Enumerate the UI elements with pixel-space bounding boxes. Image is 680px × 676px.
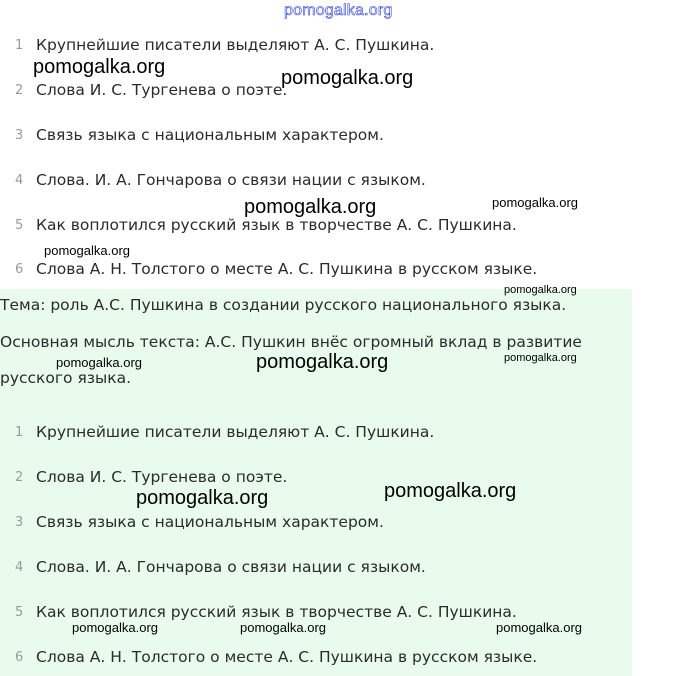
watermark: pomogalka.org	[492, 195, 578, 210]
watermark: pomogalka.org	[44, 243, 130, 258]
item-text: Как воплотился русский язык в творчестве А. С. Пушкина.	[36, 603, 517, 621]
item-number: 5	[15, 605, 24, 620]
site-logo[interactable]: pomogalka.org	[284, 2, 393, 19]
item-number: 6	[15, 650, 24, 665]
theme-text: Тема: роль А.С. Пушкина в создании русского национального языка.	[0, 296, 567, 314]
item-number: 5	[15, 218, 24, 233]
list-item	[0, 558, 640, 582]
watermark: pomogalka.org	[136, 487, 269, 509]
item-number: 1	[15, 425, 24, 440]
item-text: Слова И. С. Тургенева о поэте.	[36, 81, 288, 99]
item-number: 2	[15, 470, 24, 485]
item-text: Крупнейшие писатели выделяют А. С. Пушкина.	[36, 36, 435, 54]
item-number: 6	[15, 262, 24, 277]
item-number: 4	[15, 560, 24, 575]
list-item	[0, 260, 640, 284]
watermark: pomogalka.org	[281, 67, 414, 89]
list-item	[0, 648, 640, 672]
watermark: pomogalka.org	[504, 284, 577, 296]
item-number: 2	[15, 83, 24, 98]
watermark: pomogalka.org	[256, 351, 389, 373]
item-text: Слова. И. А. Гончарова о связи нации с языком.	[36, 558, 426, 576]
answer-block	[0, 289, 632, 676]
item-text: Крупнейшие писатели выделяют А. С. Пушкина.	[36, 423, 435, 441]
item-text: Слова А. Н. Толстого о месте А. С. Пушкина в русском языке.	[36, 648, 538, 666]
item-text: Слова А. Н. Толстого о месте А. С. Пушкина в русском языке.	[36, 260, 538, 278]
watermark: pomogalka.org	[504, 352, 577, 364]
item-text: Связь языка с национальным характером.	[36, 126, 384, 144]
item-number: 3	[15, 128, 24, 143]
watermark: pomogalka.org	[72, 620, 158, 635]
item-number: 1	[15, 38, 24, 53]
watermark: pomogalka.org	[33, 56, 166, 78]
list-item	[0, 126, 640, 150]
list-item	[0, 423, 640, 447]
watermark: pomogalka.org	[384, 480, 517, 502]
watermark: pomogalka.org	[56, 355, 142, 370]
list-item	[0, 171, 640, 195]
item-text: Слова И. С. Тургенева о поэте.	[36, 468, 288, 486]
watermark: pomogalka.org	[240, 620, 326, 635]
item-text: Связь языка с национальным характером.	[36, 513, 384, 531]
main-idea-text: Основная мысль текста: А.С. Пушкин внёс огромный вклад в развитие	[0, 333, 582, 351]
list-item	[0, 216, 640, 240]
main-idea-text-continued: русского языка.	[0, 369, 132, 387]
watermark: pomogalka.org	[496, 620, 582, 635]
item-number: 3	[15, 515, 24, 530]
list-item	[0, 468, 640, 492]
item-text: Как воплотился русский язык в творчестве А. С. Пушкина.	[36, 216, 517, 234]
list-item	[0, 513, 640, 537]
watermark: pomogalka.org	[244, 196, 377, 218]
item-number: 4	[15, 173, 24, 188]
item-text: Слова. И. А. Гончарова о связи нации с языком.	[36, 171, 426, 189]
